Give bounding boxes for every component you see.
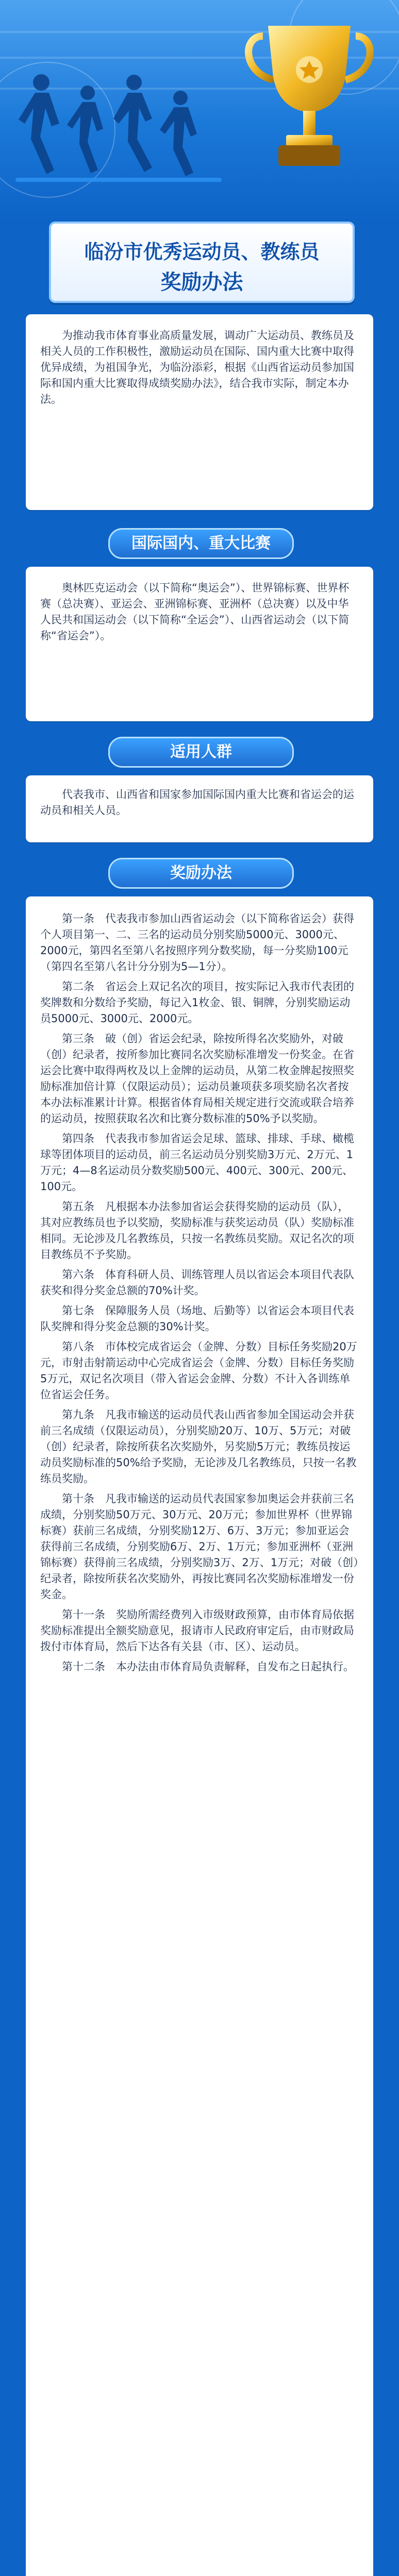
trophy-icon [242,15,376,185]
article: 第十一条 奖励所需经费列入市级财政预算，由市体育局依据奖励标准提出全额奖励意见，报请市人民政府审定后，由市财政局拨付市体育局，然后下达各有关县（市、区）、运动员。 [40,1608,354,1653]
athletes-illustration [10,46,227,201]
section-title-rules: 奖励办法 [108,858,294,889]
intro-card [26,314,373,510]
article: 第一条 代表我市参加山西省运动会（以下简称省运会）获得个人项目第一、二、三名的运动员分别奖励5000元、3000元、2000元，第四名至第八名按照序列分数奖励，每一分奖励100元（第四名至第八名计分分别为5—1分）。 [40,912,354,973]
article: 第三条 破（创）省运会纪录，除按所得名次奖励外，对破（创）纪录者，按所参加比赛同名次奖励标准增发一份奖金。在省运会比赛中取得两枚及以上金牌的运动员，从第二枚金牌起按照奖励标准加倍计算（仅限运动员）；运动员兼项获多项奖励名次者按本办法标准累计计算。根据省体育局相关规定进行交流或联合培养的运动员，按照获取名次和比赛分数标准的50%予以奖励。 [40,1032,354,1125]
section-title-events: 国际国内、重大比赛 [108,528,294,559]
rules-card [26,896,373,2576]
audience-text: 代表我市、山西省和国家参加国际国内重大比赛和省运会的运动员和相关人员。 [40,788,354,817]
article: 第四条 代表我市参加省运会足球、篮球、排球、手球、橄榄球等团体项目的运动员，前三名运动员分别奖励3万元、2万元、1万元；4—8名运动员分数奖励500元、400元、300元、200元、100元。 [40,1132,354,1193]
page-title-line1: 临汾市优秀运动员、教练员 [84,241,320,263]
section-title-audience: 适用人群 [108,737,294,768]
article: 第九条 凡我市输送的运动员代表山西省参加全国运动会并获前三名成绩（仅限运动员），分别奖励20万、10万、5万元；对破（创）纪录者，除按所获名次奖励外，另奖励5万元；教练员按运动员奖励标准的50%给予奖励，无论涉及几名教练员，只按一名教练员奖励。 [40,1409,357,1485]
article: 第六条 体育科研人员、训练管理人员以省运会本项目代表队获奖和得分奖金总额的70%计奖。 [40,1268,354,1297]
article: 第五条 凡根据本办法参加省运会获得奖励的运动员（队），其对应教练员也予以奖励，奖励标准与获奖运动员（队）奖励标准相同。无论涉及几名教练员，只按一名教练员奖励。双记名次的项目教练员不予奖励。 [40,1200,354,1261]
intro-text: 为推动我市体育事业高质量发展，调动广大运动员、教练员及相关人员的工作积极性，激励运动员在国际、国内重大比赛中取得优异成绩，为祖国争光，为临汾添彩，根据《山西省运动员参加国际和国内重大比赛取得成绩奖励办法》，结合我市实际，制定本办法。 [40,329,354,405]
article: 第十条 凡我市输送的运动员代表国家参加奥运会并获前三名成绩，分别奖励50万元、30万元、20万元；参加世界杯（世界锦标赛）获前三名成绩，分别奖励12万、6万、3万元；参加亚运会获得前三名成绩，分别奖励6万、2万、1万元；参加亚洲杯（亚洲锦标赛）获得前三名成绩，分别奖励3万、2万、1万元；对破（创）纪录者，除按所获名次奖励外，再按比赛同名次奖励标准增发一份奖金。 [40,1493,359,1601]
article: 第八条 市体校完成省运会（金牌、分数）目标任务奖励20万元，市射击射箭运动中心完成省运会（金牌、分数）目标任务奖励5万元，双记名次项目（带入省运会金牌、分数）不计入各训练单位省运会任务。 [40,1341,357,1401]
article: 第二条 省运会上双记名次的项目，按实际记入我市代表团的奖牌数和分数给予奖励，每记入1枚金、银、铜牌，分别奖励运动员5000元、3000元、2000元。 [40,980,354,1025]
events-text: 奥林匹克运动会（以下简称“奥运会”）、世界锦标赛、世界杯赛（总决赛）、亚运会、亚洲锦标赛、亚洲杯（总决赛）以及中华人民共和国运动会（以下简称“全运会”）、山西省运动会（以下简称“省运会”）。 [40,582,350,642]
events-card [26,567,373,721]
hero-banner [0,0,399,222]
page-title-line2: 奖励办法 [160,270,243,294]
audience-card [26,775,373,842]
article: 第十二条 本办法由市体育局负责解释，自发布之日起执行。 [62,1660,354,1673]
article: 第七条 保障服务人员（场地、后勤等）以省运会本项目代表队奖牌和得分奖金总额的30%计奖。 [40,1304,354,1333]
title-banner [49,222,355,303]
